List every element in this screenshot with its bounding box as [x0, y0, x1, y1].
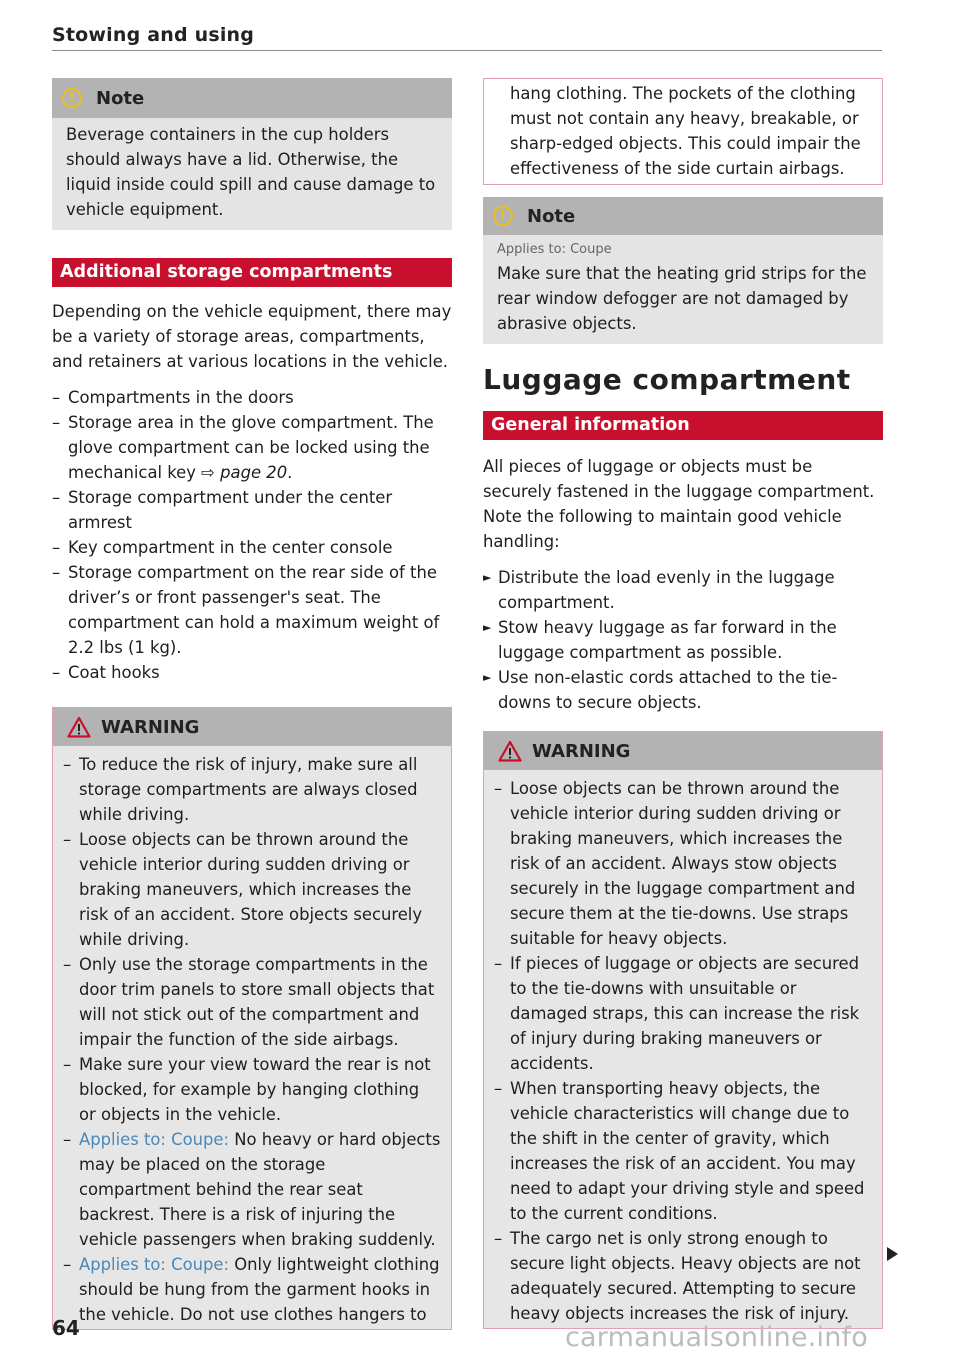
running-header: Stowing and using — [52, 24, 255, 46]
warning-body — [484, 770, 882, 1328]
list-item: ► Distribute the load evenly in the luggage compartment. — [483, 565, 883, 615]
info-icon: ! — [62, 88, 82, 108]
list-item: – Loose objects can be thrown around the vehicle interior during sudden driving or braking maneuvers, which increases the risk of an accident. Store objects securely while driving. — [63, 827, 441, 952]
warning-triangle-icon — [67, 716, 91, 738]
warning-continued-body — [484, 79, 882, 184]
list-item: – Storage area in the glove compartment. The glove compartment can be locked using the mechanical key ⇨ page 20. — [52, 410, 452, 485]
list-item: – Storage compartment under the center armrest — [52, 485, 452, 535]
note-label: Note — [527, 205, 576, 227]
note-text: Make sure that the heating grid strips for the rear window defogger are not damaged by abrasive objects. — [497, 264, 867, 333]
list-item: – If pieces of luggage or objects are secured to the tie-downs with unsuitable or damaged straps, this can increase the risk of injury during braking maneuvers or accidents. — [494, 951, 872, 1076]
warning-label: WARNING — [101, 716, 200, 738]
page-number: 64 — [52, 1316, 80, 1340]
list-item: – When transporting heavy objects, the vehicle characteristics will change due to the shift in the center of gravity, which increases the risk of an accident. You may need to adapt your driving style and speed to the current conditions. — [494, 1076, 872, 1226]
watermark: carmanualsonline.info — [565, 1322, 868, 1353]
note-box-cup-holders — [52, 78, 452, 230]
list-item: ► Use non-elastic cords attached to the tie-downs to secure objects. — [483, 665, 883, 715]
list-item: – The cargo net is only strong enough to secure light objects. Heavy objects are not adequately secured. Attempting to secure heavy objects increases the risk of injury. — [494, 1226, 872, 1326]
list-item: – Make sure your view toward the rear is not blocked, for example by hanging clothing or objects in the vehicle. — [63, 1052, 441, 1127]
storage-list — [52, 385, 452, 685]
applies-to-label: Applies to: Coupe: — [79, 1130, 230, 1149]
note-header — [483, 197, 883, 235]
list-item: – Applies to: Coupe: No heavy or hard objects may be placed on the storage compartment behind the rear seat backrest. There is a risk of injuring the vehicle passengers when braking suddenly. — [63, 1127, 441, 1252]
warning-box-luggage — [483, 731, 883, 1329]
warning-triangle-icon — [498, 740, 522, 762]
applies-to-label: Applies to: Coupe: — [79, 1255, 230, 1274]
header-rule — [52, 50, 882, 51]
note-text: Beverage containers in the cup holders should always have a lid. Otherwise, the liquid inside could spill and cause damage to vehicle equipment. — [66, 125, 436, 219]
note-body — [483, 235, 883, 344]
list-item: ► Stow heavy luggage as far forward in the luggage compartment as possible. — [483, 615, 883, 665]
applies-to-label: Applies to: Coupe — [497, 242, 612, 257]
note-box-defogger — [483, 197, 883, 344]
warning-box-storage — [52, 707, 452, 1330]
sentence-end: . — [287, 463, 293, 482]
note-label: Note — [96, 87, 145, 109]
luggage-steps — [483, 565, 883, 715]
chapter-title: Luggage compartment — [483, 363, 851, 396]
luggage-intro: All pieces of luggage or objects must be securely fastened in the luggage compartment. Note the following to maintain good vehicle handling: — [483, 457, 875, 551]
list-item: – Loose objects can be thrown around the vehicle interior during sudden driving or braking maneuvers, which increases the risk of an accident. Always stow objects securely in the luggage compartment and secure them at the tie-downs. Use straps suitable for heavy objects. — [494, 776, 872, 951]
warning-list — [494, 776, 872, 1326]
storage-intro: Depending on the vehicle equipment, there may be a variety of storage areas, compartments, and retainers at various locations in the vehicle. — [52, 302, 452, 371]
list-item: – Applies to: Coupe: Only lightweight clothing should be hung from the garment hooks in the vehicle. Do not use clothes hangers to — [63, 1252, 441, 1327]
note-body — [52, 118, 452, 230]
note-header — [52, 78, 452, 118]
list-item: – Key compartment in the center console — [52, 535, 452, 560]
left-column — [52, 78, 452, 1330]
list-item: – Coat hooks — [52, 660, 452, 685]
warning-box-continued — [483, 78, 883, 185]
section-heading-storage: Additional storage compartments — [52, 258, 452, 287]
right-column — [483, 78, 883, 1329]
section-heading-general-info: General information — [483, 411, 883, 440]
warning-label: WARNING — [532, 740, 631, 762]
info-icon: ! — [493, 206, 513, 226]
list-item: – Only use the storage compartments in the door trim panels to store small objects that will not stick out of the compartment and impair the function of the side airbags. — [63, 952, 441, 1052]
warning-continued-text: hang clothing. The pockets of the clothing must not contain any heavy, breakable, or sharp-edged objects. This could impair the effectiveness of the side curtain airbags. — [510, 84, 861, 178]
warning-body — [53, 746, 451, 1329]
list-item: – To reduce the risk of injury, make sure all storage compartments are always closed while driving. — [63, 752, 441, 827]
warning-header — [53, 708, 451, 746]
warning-header — [484, 732, 882, 770]
page-reference-link[interactable]: ⇨ page 20 — [201, 463, 288, 482]
list-item: – Storage compartment on the rear side of the driver’s or front passenger's seat. The compartment can hold a maximum weight of 2.2 lbs (1 kg). — [52, 560, 452, 660]
continued-arrow-icon — [887, 1247, 898, 1261]
list-item: – Compartments in the doors — [52, 385, 452, 410]
warning-list — [63, 752, 441, 1327]
